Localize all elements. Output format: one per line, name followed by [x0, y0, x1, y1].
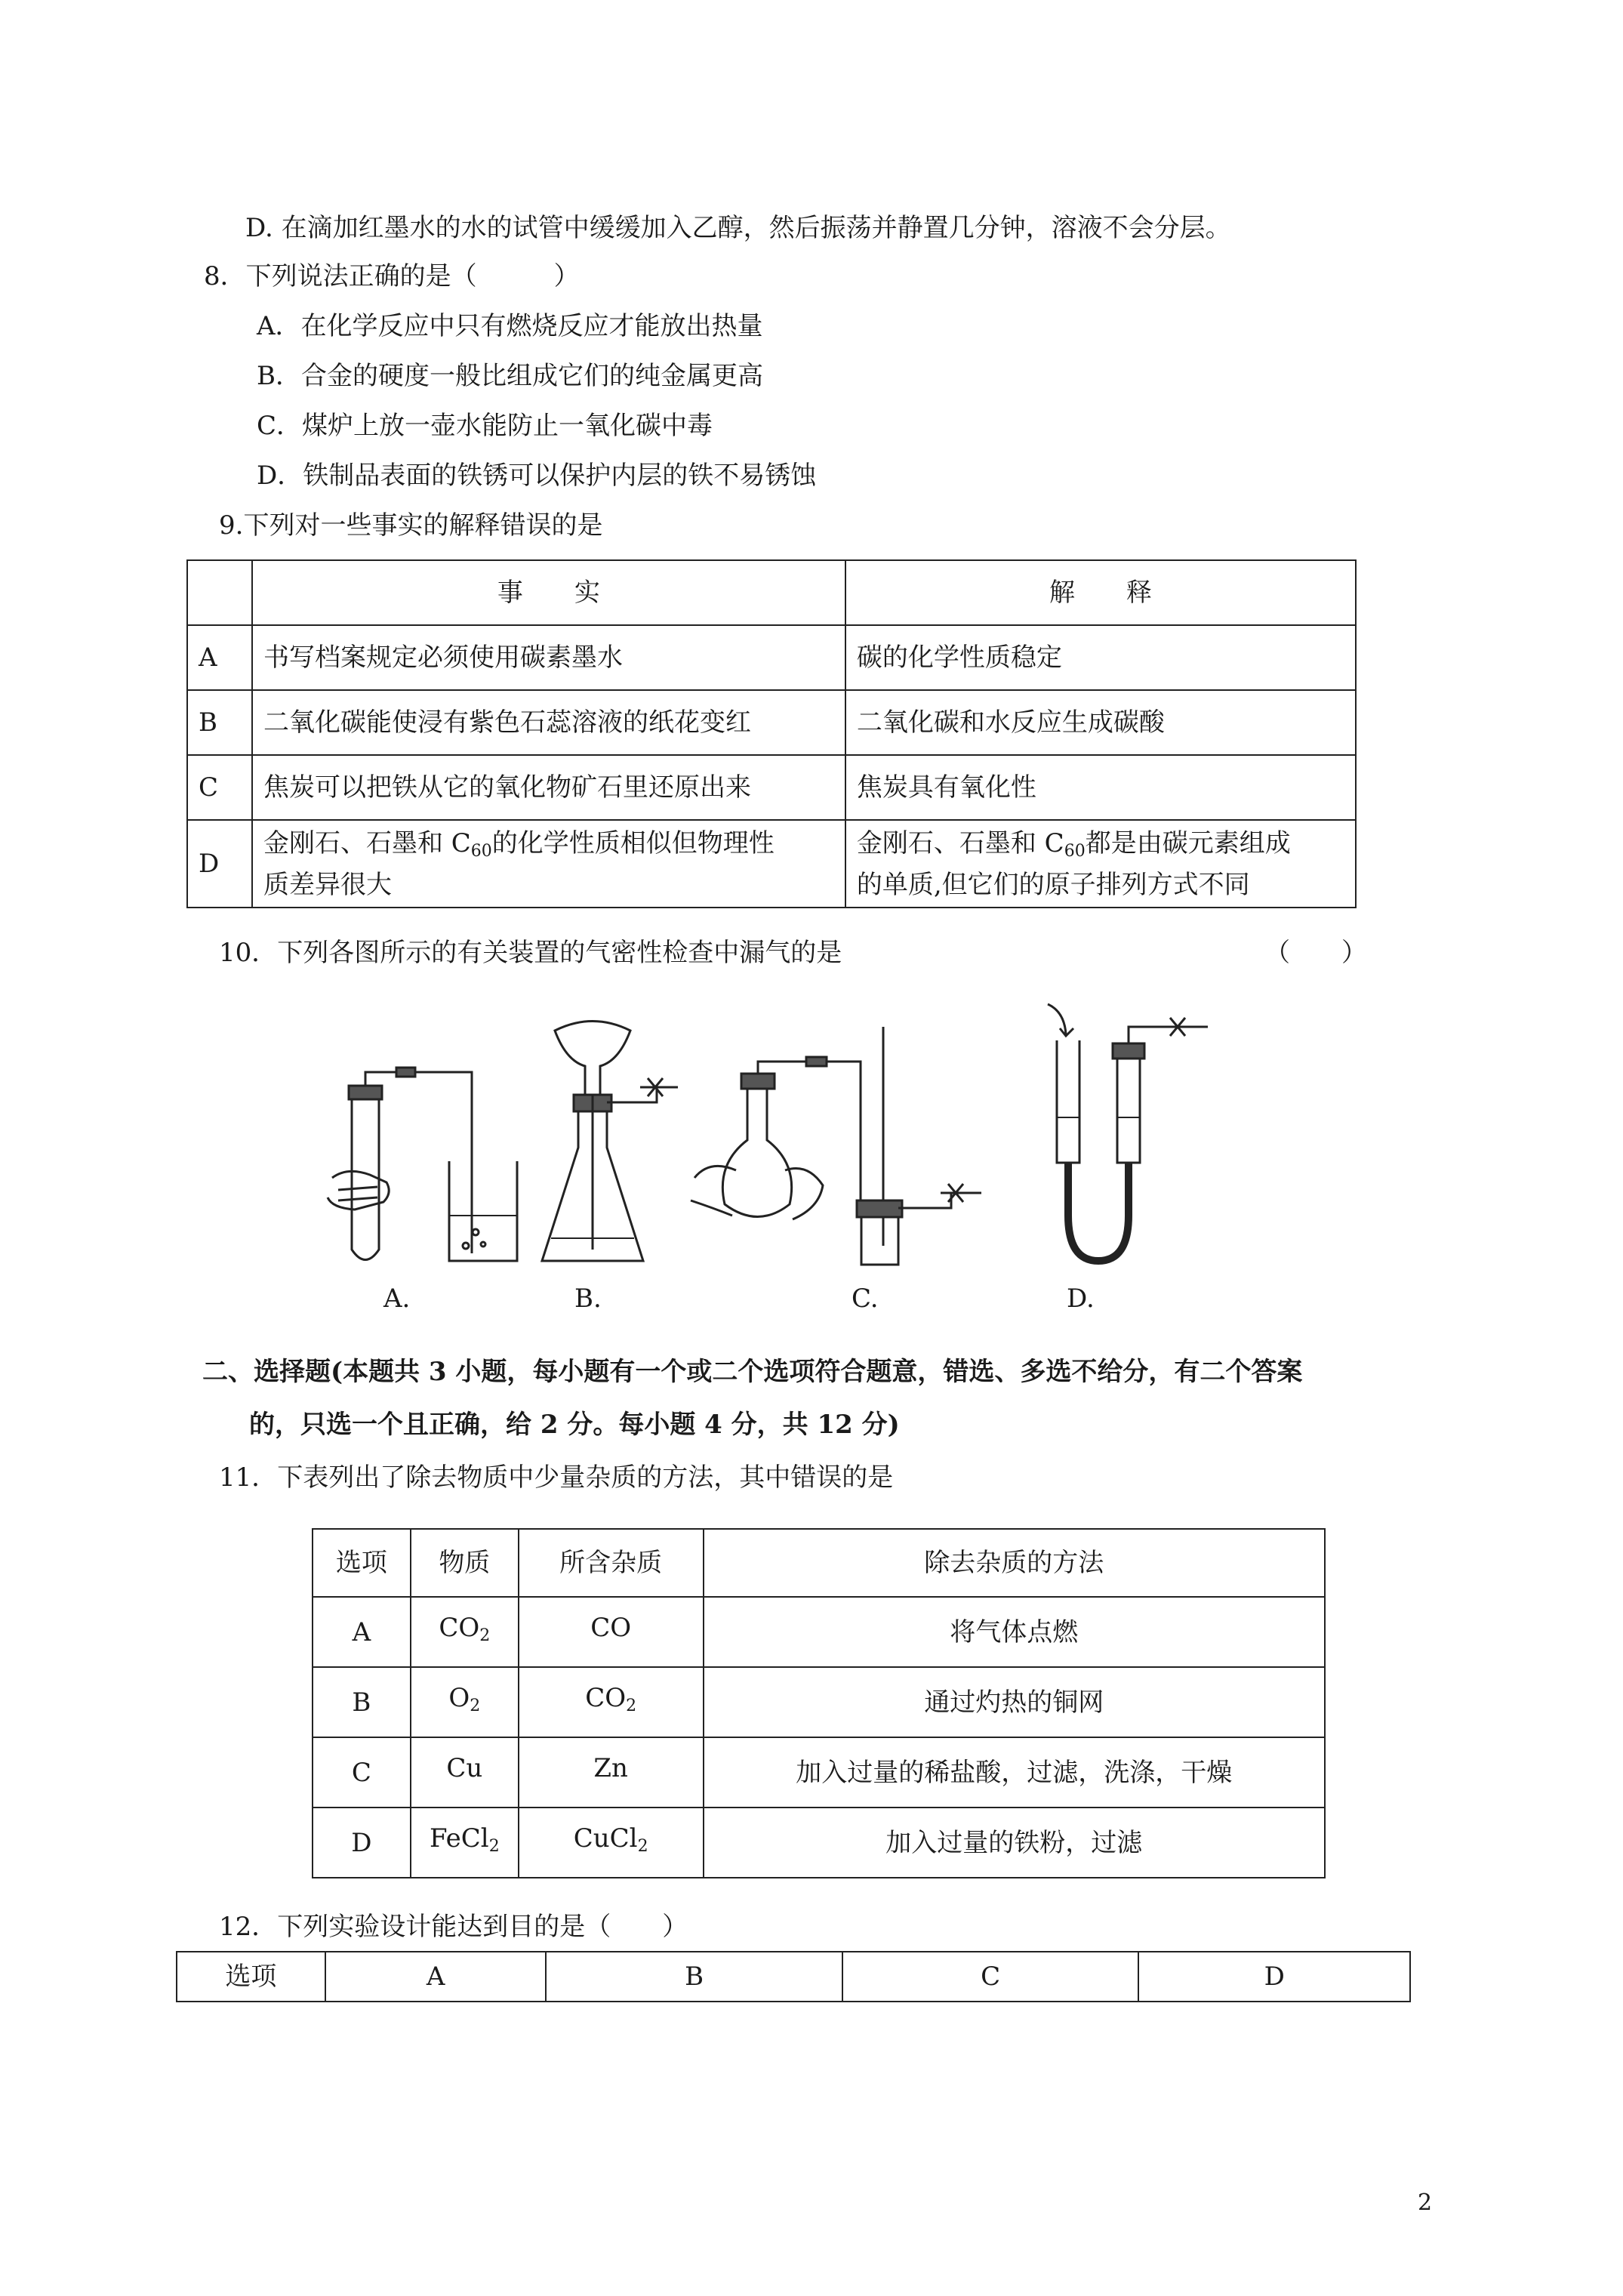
apparatus-c	[691, 1027, 981, 1265]
q10-stem: 10．下列各图所示的有关装置的气密性检查中漏气的是	[219, 938, 842, 968]
q7-option-d: D. 在滴加红墨水的水的试管中缓缓加入乙醇，然后振荡并静置几分钟，溶液不会分层。	[245, 213, 1231, 243]
q8-stem: 8．下列说法正确的是（ ）	[204, 261, 580, 291]
q8-option-a: A．在化学反应中只有燃烧反应才能放出热量	[257, 311, 763, 341]
q9-header-explain: 解 释	[845, 560, 1356, 625]
q9-stem: 9.下列对一些事实的解释错误的是	[219, 510, 603, 541]
q11-cell-option: A	[313, 1597, 411, 1667]
q8-option-c: C．煤炉上放一壶水能防止一氧化碳中毒	[257, 411, 713, 441]
q10-label-d: D.	[1067, 1284, 1095, 1314]
apparatus-d	[1048, 1004, 1208, 1261]
q11-cell-method: 通过灼热的铜网	[704, 1667, 1325, 1737]
section-2-heading-line1: 二、选择题(本题共 3 小题，每小题有一个或二个选项符合题意，错选、多选不给分，有二个答案	[202, 1357, 1303, 1387]
q11-cell-impurity: CuCl$_2$	[519, 1808, 704, 1878]
q9-row-explain: 焦炭具有氧化性	[845, 755, 1356, 820]
q12-header: 选项	[177, 1952, 325, 2002]
q12-header: A	[325, 1952, 547, 2002]
q11-cell-method: 将气体点燃	[704, 1597, 1325, 1667]
q9-row-fact: 二氧化碳能使浸有紫色石蕊溶液的纸花变红	[252, 690, 845, 755]
q9-row-fact: 金刚石、石墨和 $C_{60}$的化学性质相似但物理性 质差异很大	[252, 820, 845, 908]
q11-cell-substance: $CO_2$	[411, 1597, 519, 1667]
apparatus-a	[328, 1068, 517, 1261]
page-number: 2	[1418, 2190, 1433, 2216]
q9-row-fact: 书写档案规定必须使用碳素墨水	[252, 625, 845, 690]
q9-header-blank	[187, 560, 252, 625]
q10-bracket: （ ）	[1264, 938, 1367, 968]
q11-table	[312, 1528, 1326, 1878]
q11-cell-option: D	[313, 1808, 411, 1878]
q12-header: B	[546, 1952, 842, 2002]
q9-row-label: D	[187, 820, 252, 908]
q11-cell-option: B	[313, 1667, 411, 1737]
q8-option-d: D．铁制品表面的铁锈可以保护内层的铁不易锈蚀	[257, 461, 817, 491]
q9-row-fact: 焦炭可以把铁从它的氧化物矿石里还原出来	[252, 755, 845, 820]
q10-apparatus-diagrams	[302, 989, 1283, 1291]
q11-cell-substance: Cu	[411, 1737, 519, 1808]
q12-header: C	[842, 1952, 1139, 2002]
apparatus-b	[542, 1022, 678, 1262]
q9-row-explain: 金刚石、石墨和 $C_{60}$都是由碳元素组成 的单质,但它们的原子排列方式不同	[845, 820, 1356, 908]
q9-row-label: C	[187, 755, 252, 820]
q11-stem: 11．下表列出了除去物质中少量杂质的方法，其中错误的是	[219, 1462, 894, 1493]
q11-cell-substance: FeCl$_2$	[411, 1808, 519, 1878]
q11-header: 物质	[411, 1529, 519, 1597]
q9-row-label: B	[187, 690, 252, 755]
q9-row-explain: 碳的化学性质稳定	[845, 625, 1356, 690]
q11-header: 所含杂质	[519, 1529, 704, 1597]
q10-label-c: C.	[852, 1284, 879, 1314]
q9-row-explain: 二氧化碳和水反应生成碳酸	[845, 690, 1356, 755]
q11-header: 选项	[313, 1529, 411, 1597]
q12-header: D	[1138, 1952, 1410, 2002]
section-2-heading-line2: 的，只选一个且正确，给 2 分。每小题 4 分，共 12 分)	[249, 1410, 900, 1440]
q9-header-fact: 事 实	[252, 560, 845, 625]
q9-row-label: A	[187, 625, 252, 690]
q11-cell-method: 加入过量的稀盐酸，过滤，洗涤，干燥	[704, 1737, 1325, 1808]
q8-option-b: B．合金的硬度一般比组成它们的纯金属更高	[257, 361, 763, 391]
q11-cell-impurity: CO	[519, 1597, 704, 1667]
q11-cell-substance: $O_2$	[411, 1667, 519, 1737]
q11-cell-impurity: $CO_2$	[519, 1667, 704, 1737]
q11-cell-option: C	[313, 1737, 411, 1808]
q10-label-a: A.	[383, 1284, 411, 1314]
q11-cell-impurity: Zn	[519, 1737, 704, 1808]
q9-table	[186, 559, 1357, 908]
q10-label-b: B.	[574, 1284, 602, 1314]
q12-table	[176, 1951, 1411, 2002]
q12-stem: 12．下列实验设计能达到目的是（ ）	[219, 1912, 688, 1942]
q11-cell-method: 加入过量的铁粉，过滤	[704, 1808, 1325, 1878]
q11-header: 除去杂质的方法	[704, 1529, 1325, 1597]
